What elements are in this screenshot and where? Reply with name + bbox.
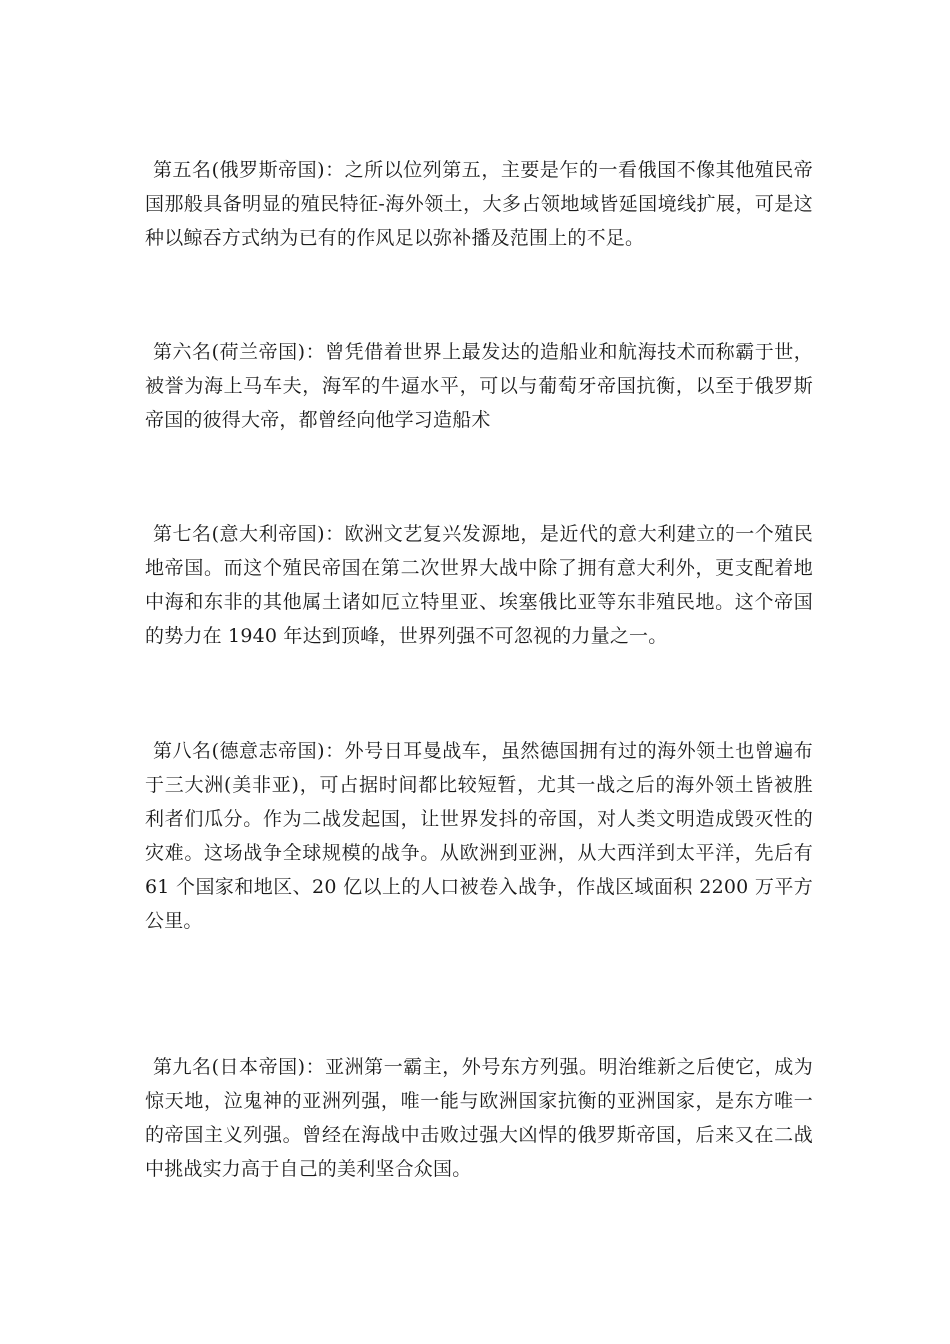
paragraph-dutch-empire: 第六名(荷兰帝国)：曾凭借着世界上最发达的造船业和航海技术而称霸于世，被誉为海上马车夫，海军的牛逼水平，可以与葡萄牙帝国抗衡，以至于俄罗斯帝国的彼得大帝，都曾经向他学习造船术	[145, 341, 813, 431]
paragraph-italian-empire: 第七名(意大利帝国)：欧洲文艺复兴发源地，是近代的意大利建立的一个殖民地帝国。而这个殖民帝国在第二次世界大战中除了拥有意大利外，更支配着地中海和东非的其他属土诸如厄立特里亚、埃塞俄比亚等东非殖民地。这个帝国的势力在 1940 年达到顶峰，世界列强不可忽视的力量之一。	[145, 523, 813, 647]
paragraph-japanese-empire: 第九名(日本帝国)：亚洲第一霸主，外号东方列强。明治维新之后使它，成为惊天地，泣鬼神的亚洲列强，唯一能与欧洲国家抗衡的亚洲国家，是东方唯一的帝国主义列强。曾经在海战中击败过强大凶悍的俄罗斯帝国，后来又在二战中挑战实力高于自己的美利坚合众国。	[145, 1056, 813, 1180]
paragraph-russian-empire: 第五名(俄罗斯帝国)：之所以位列第五，主要是乍的一看俄国不像其他殖民帝国那般具备明显的殖民特征-海外领土，大多占领地域皆延国境线扩展，可是这种以鲸吞方式纳为已有的作风足以弥补播及范围上的不足。	[145, 159, 813, 249]
paragraph-german-empire: 第八名(德意志帝国)：外号日耳曼战车，虽然德国拥有过的海外领土也曾遍布于三大洲(美非亚)，可占据时间都比较短暂，尤其一战之后的海外领土皆被胜利者们瓜分。作为二战发起国，让世界发抖的帝国，对人类文明造成毁灭性的灾难。这场战争全球规模的战争。从欧洲到亚洲，从大西洋到太平洋，先后有 61 个国家和地区、20 亿以上的人口被卷入战争，作战区域面积 2200 万平方公里。	[145, 740, 813, 932]
